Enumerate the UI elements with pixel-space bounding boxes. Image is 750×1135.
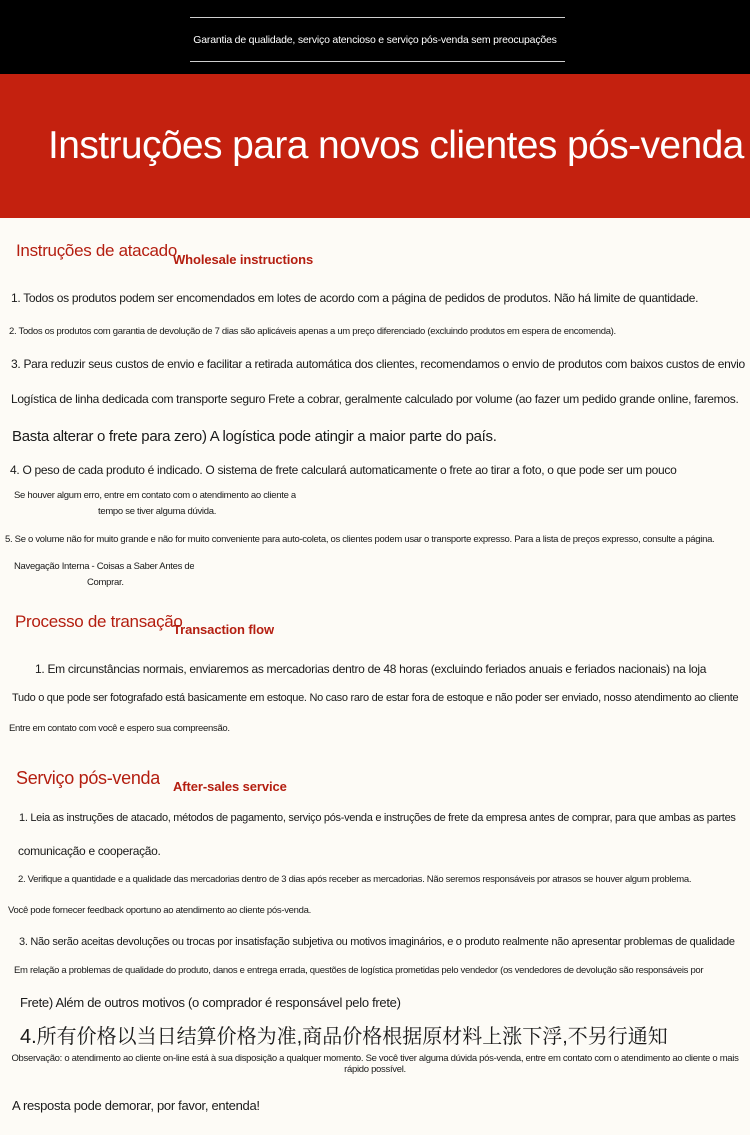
title-banner (0, 74, 750, 218)
transaction-item-1: 1. Em circunstâncias normais, enviaremos as mercadorias dentro de 48 horas (excluindo feriados anuais e feriados nacionais) na loja (35, 662, 707, 676)
aftersales-item-4: 4.所有价格以当日结算价格为准,商品价格根据原材料上涨下浮,不另行通知 (20, 1026, 668, 1048)
aftersales-item-3-cont: Em relação a problemas de qualidade do produto, danos e entrega errada, questões de logística prometidas pelo vendedor (os vendedores de devolução são responsáveis por (14, 965, 704, 976)
bottom-divider (190, 61, 565, 62)
aftersales-item-3-end: Frete) Além de outros motivos (o comprador é responsável pelo frete) (20, 995, 401, 1010)
wholesale-heading: Instruções de atacado (16, 241, 177, 260)
wholesale-item-5: 5. Se o volume não for muito grande e não for muito conveniente para auto-coleta, os clientes podem usar o transporte expresso. Para a lista de preços expresso, consulte a página. (5, 534, 715, 545)
aftersales-closing: A resposta pode demorar, por favor, entenda! (12, 1098, 260, 1113)
wholesale-item-3: 3. Para reduzir seus custos de envio e facilitar a retirada automática dos clientes, recomendamos o envio de produtos com baixos custos de envio (11, 357, 745, 371)
transaction-item-1-cont: Tudo o que pode ser fotografado está basicamente em estoque. No caso raro de estar fora de estoque e não poder ser enviado, nosso atendimento ao cliente (12, 692, 739, 704)
top-divider (190, 17, 565, 18)
wholesale-item-3-end: Basta alterar o frete para zero) A logística pode atingir a maior parte do país. (12, 428, 497, 445)
aftersales-heading: Serviço pós-venda (16, 768, 160, 788)
wholesale-item-5-cont: Navegação Interna - Coisas a Saber Antes de (14, 561, 195, 572)
wholesale-item-4-cont: Se houver algum erro, entre em contato com o atendimento ao cliente a (14, 490, 296, 501)
top-bar (0, 0, 750, 74)
aftersales-item-1-cont: comunicação e cooperação. (18, 844, 161, 858)
wholesale-item-4: 4. O peso de cada produto é indicado. O sistema de frete calculará automaticamente o frete ao tirar a foto, o que pode ser um pouco (10, 463, 677, 477)
aftersales-item-1: 1. Leia as instruções de atacado, métodos de pagamento, serviço pós-venda e instruções de frete da empresa antes de comprar, para que ambas as partes (19, 812, 736, 824)
aftersales-item-2-cont: Você pode fornecer feedback oportuno ao atendimento ao cliente pós-venda. (8, 905, 311, 916)
wholesale-item-4-end: tempo se tiver alguma dúvida. (98, 506, 217, 517)
aftersales-note: Observação: o atendimento ao cliente on-line está à sua disposição a qualquer momento. Se você tiver alguma dúvida pós-venda, entre em contato com o atendimento ao cliente o mais rápido possível. (11, 1053, 739, 1075)
wholesale-item-2: 2. Todos os produtos com garantia de devolução de 7 dias são aplicáveis apenas a um preço diferenciado (excluindo produtos em espera de encomenda). (9, 326, 616, 337)
page-title: Instruções para novos clientes pós-venda (48, 124, 744, 167)
aftersales-heading-en: After-sales service (173, 779, 287, 794)
transaction-item-1-end: Entre em contato com você e espero sua compreensão. (9, 723, 230, 734)
aftersales-item-2: 2. Verifique a quantidade e a qualidade das mercadorias dentro de 3 dias após receber as mercadorias. Não seremos responsáveis por atrasos se houver algum problema. (18, 874, 692, 885)
transaction-heading-en: Transaction flow (173, 622, 274, 637)
aftersales-item-3: 3. Não serão aceitas devoluções ou trocas por insatisfação subjetiva ou motivos imaginários, e o produto realmente não apresentar problemas de qualidade (19, 936, 735, 948)
transaction-heading: Processo de transação (15, 612, 183, 631)
tagline: Garantia de qualidade, serviço atencioso e serviço pós-venda sem preocupações (193, 34, 557, 46)
wholesale-item-3-cont: Logística de linha dedicada com transporte seguro Frete a cobrar, geralmente calculado por volume (ao fazer um pedido grande online, faremos. (11, 392, 739, 406)
wholesale-heading-en: Wholesale instructions (173, 252, 314, 267)
wholesale-item-5-end: Comprar. (87, 577, 124, 588)
wholesale-item-1: 1. Todos os produtos podem ser encomendados em lotes de acordo com a página de pedidos de produtos. Não há limite de quantidade. (11, 291, 699, 305)
